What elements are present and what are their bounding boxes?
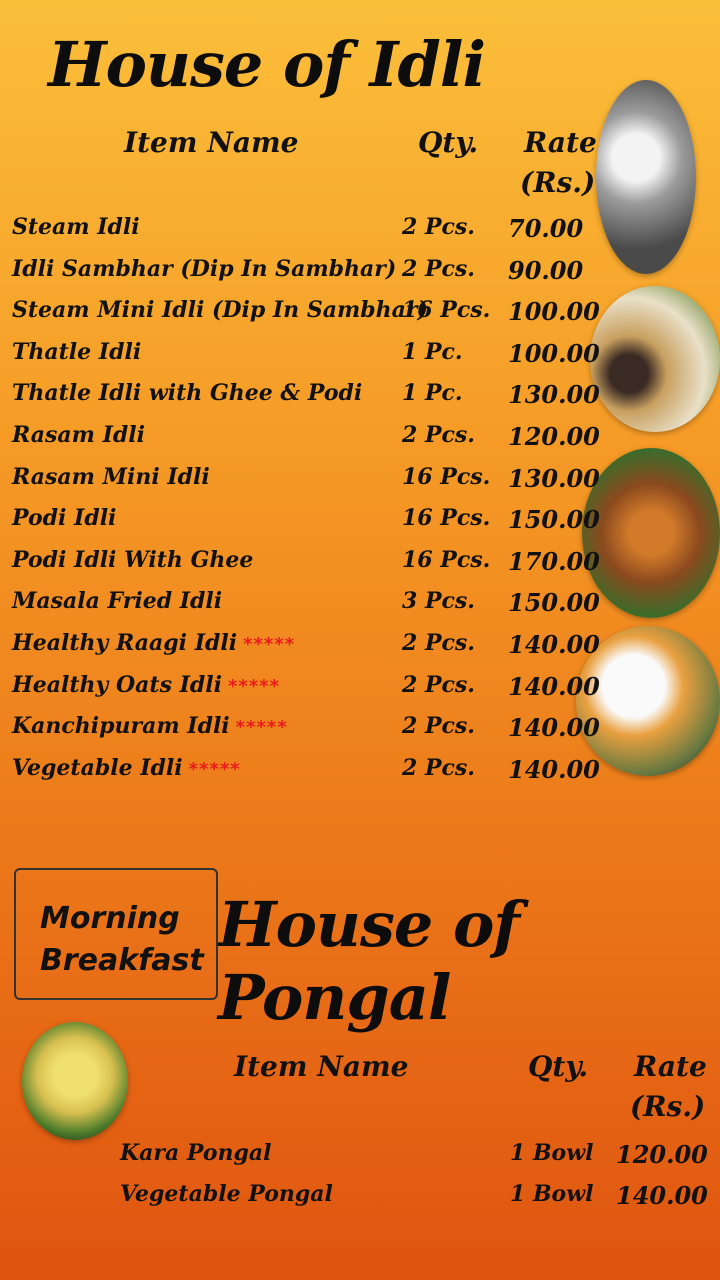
idli-item-name: [12, 297, 428, 323]
pongal-header-rate-unit: (Rs.): [630, 1090, 706, 1123]
idli-item-rate: 140.00: [508, 630, 600, 659]
idli-item-qty: 2 Pcs.: [402, 214, 475, 240]
idli-item-rate: 120.00: [508, 422, 600, 451]
idli-item-name: [12, 755, 241, 781]
pongal-header-rate: Rate: [634, 1050, 707, 1083]
idli-item-rate: 100.00: [508, 338, 600, 368]
banner-line-1: Morning: [40, 901, 180, 936]
idli-header-qty: Qty.: [418, 126, 479, 159]
idli-header-rate: Rate: [524, 126, 597, 159]
idli-item-name: [12, 505, 116, 531]
idli-item-rate: 130.00: [508, 463, 600, 493]
idli-item-name: [12, 214, 140, 240]
idli-item-rate: 150.00: [508, 588, 600, 618]
item-name-text: Steam Mini Idli (Dip In Sambhar): [12, 297, 428, 324]
item-name-text: Thatle Idli: [12, 338, 142, 365]
special-stars: *****: [235, 717, 288, 739]
idli-item-rate: 70.00: [508, 214, 584, 243]
idli-item-name: [12, 256, 396, 282]
idli-item-name: [12, 630, 295, 656]
idli-section-title: House of Idli: [48, 28, 486, 101]
pongal-header-item-name: Item Name: [234, 1050, 409, 1083]
idli-item-name: [12, 464, 210, 490]
idli-item-rate: 100.00: [508, 297, 600, 327]
special-stars: *****: [188, 758, 241, 780]
pongal-item-name: Vegetable Pongal: [120, 1181, 333, 1207]
item-name-text: Healthy Oats Idli: [12, 671, 223, 698]
idli-item-qty: 2 Pcs.: [402, 422, 475, 448]
idli-item-name: [12, 588, 222, 614]
item-name-text: Rasam Mini Idli: [12, 463, 210, 490]
pongal-item-qty: 1 Bowl: [510, 1140, 594, 1166]
idli-item-qty: 2 Pcs.: [402, 671, 475, 698]
rasam-idli-photo: [582, 448, 720, 618]
special-stars: *****: [228, 675, 281, 697]
idli-item-qty: 1 Pc.: [402, 380, 463, 407]
idli-item-name: [12, 380, 362, 406]
pongal-header-qty: Qty.: [528, 1050, 589, 1083]
thatle-idli-photo: [590, 286, 720, 432]
pongal-item-rate: 140.00: [616, 1181, 708, 1210]
item-name-text: Healthy Raagi Idli: [12, 630, 238, 656]
idli-plate-photo: [596, 80, 696, 274]
item-name-text: Rasam Idli: [12, 422, 146, 448]
idli-item-rate: 150.00: [508, 505, 600, 535]
pongal-section-title: House of Pongal: [218, 888, 519, 1034]
idli-item-qty: 3 Pcs.: [402, 588, 475, 615]
idli-item-name: [12, 672, 280, 698]
idli-item-qty: 2 Pcs.: [402, 713, 475, 740]
idli-item-qty: 2 Pcs.: [402, 255, 475, 282]
item-name-text: Steam Idli: [12, 214, 140, 240]
pongal-item-name: Kara Pongal: [120, 1140, 272, 1166]
special-stars: *****: [243, 634, 296, 655]
idli-item-rate: 170.00: [508, 546, 600, 576]
item-name-text: Masala Fried Idli: [12, 588, 223, 615]
idli-item-name: [12, 339, 141, 365]
idli-header-item-name: Item Name: [124, 126, 299, 159]
item-name-text: Vegetable Idli: [12, 754, 183, 781]
idli-item-name: [12, 713, 288, 739]
idli-header-rate-unit: (Rs.): [520, 166, 596, 199]
idli-item-rate: 140.00: [508, 671, 600, 701]
banner-text: [40, 898, 204, 982]
pongal-item-qty: 1 Bowl: [510, 1181, 594, 1207]
idli-item-qty: 2 Pcs.: [402, 630, 475, 656]
idli-item-qty: 1 Pc.: [402, 338, 463, 365]
pongal-item-rate: 120.00: [616, 1140, 708, 1169]
idli-item-rate: 140.00: [508, 754, 600, 784]
idli-item-rate: 130.00: [508, 380, 600, 410]
idli-item-qty: 16 Pcs.: [402, 505, 491, 532]
idli-item-qty: 16 Pcs.: [402, 297, 491, 324]
idli-item-name: [12, 422, 145, 448]
item-name-text: Thatle Idli with Ghee & Podi: [12, 380, 363, 407]
item-name-text: Kanchipuram Idli: [12, 713, 230, 740]
pongal-bowl-photo: [22, 1022, 128, 1140]
item-name-text: Podi Idli With Ghee: [12, 546, 254, 573]
idli-item-qty: 2 Pcs.: [402, 754, 475, 781]
idli-item-qty: 16 Pcs.: [402, 546, 491, 573]
idli-item-name: [12, 547, 253, 573]
item-name-text: Podi Idli: [12, 505, 117, 532]
banner-line-2: Breakfast: [40, 943, 204, 978]
idli-item-rate: 90.00: [508, 255, 584, 285]
idli-item-rate: 140.00: [508, 713, 600, 743]
item-name-text: Idli Sambhar (Dip In Sambhar): [12, 255, 397, 282]
idli-item-qty: 16 Pcs.: [402, 463, 491, 490]
